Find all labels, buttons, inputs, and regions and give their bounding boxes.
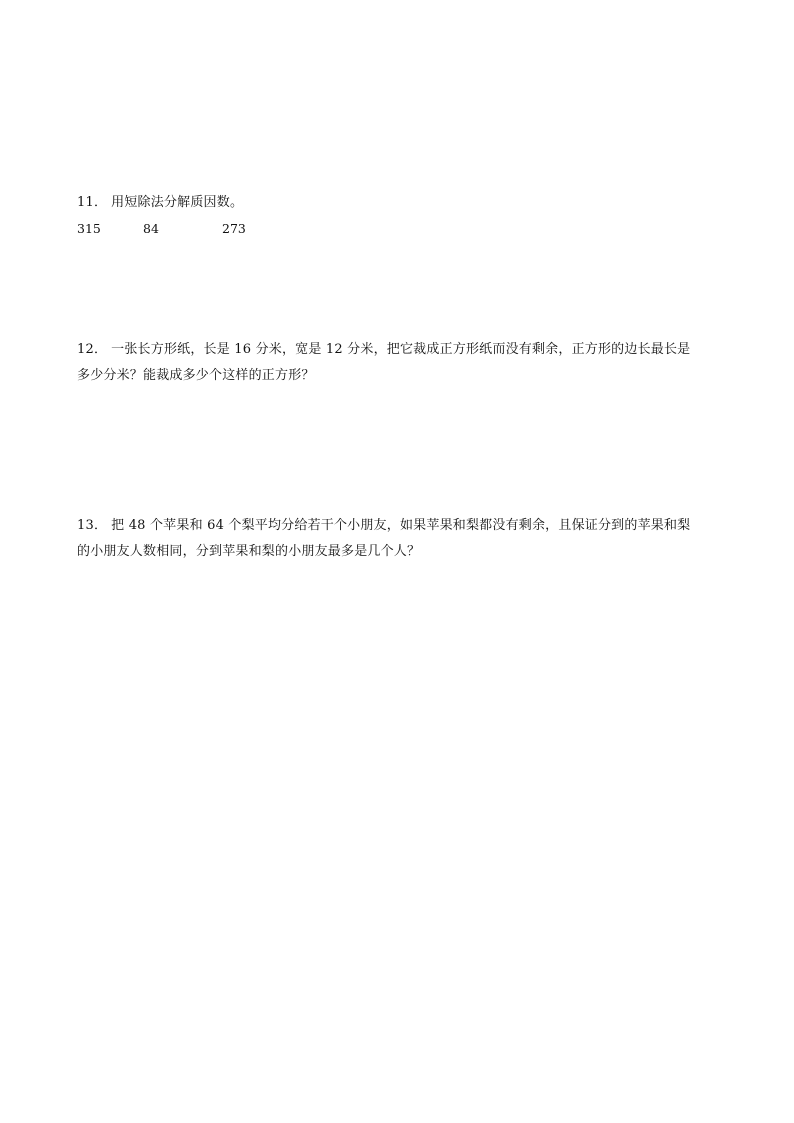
question-13: [77, 513, 717, 565]
number-to-factor: 84: [143, 221, 159, 236]
question-13-number: 13．: [77, 518, 108, 533]
question-13-line-1: [77, 513, 717, 539]
question-13-text: 把 48 个苹果和 64 个梨平均分给若干个小朋友，如果苹果和梨都没有剩余，且保证分到的苹果和梨: [111, 518, 691, 533]
question-11-line-1: [77, 190, 717, 216]
question-11-number: 11．: [77, 195, 108, 210]
number-to-factor: 273: [222, 221, 246, 236]
question-11-numbers: [77, 216, 717, 242]
question-13-line-2: 的小朋友人数相同，分到苹果和梨的小朋友最多是几个人？: [77, 544, 421, 559]
question-12-line-1: [77, 337, 717, 363]
number-to-factor: 315: [77, 221, 101, 236]
question-12-text: 一张长方形纸，长是 16 分米，宽是 12 分米，把它裁成正方形纸而没有剩余，正方形的边长最长是: [111, 342, 691, 357]
question-12: [77, 337, 717, 389]
question-12-number: 12．: [77, 342, 108, 357]
question-12-line-2: 多少分米？能裁成多少个这样的正方形？: [77, 368, 315, 383]
question-11: [77, 190, 717, 242]
question-11-text: 用短除法分解质因数。: [111, 195, 244, 210]
